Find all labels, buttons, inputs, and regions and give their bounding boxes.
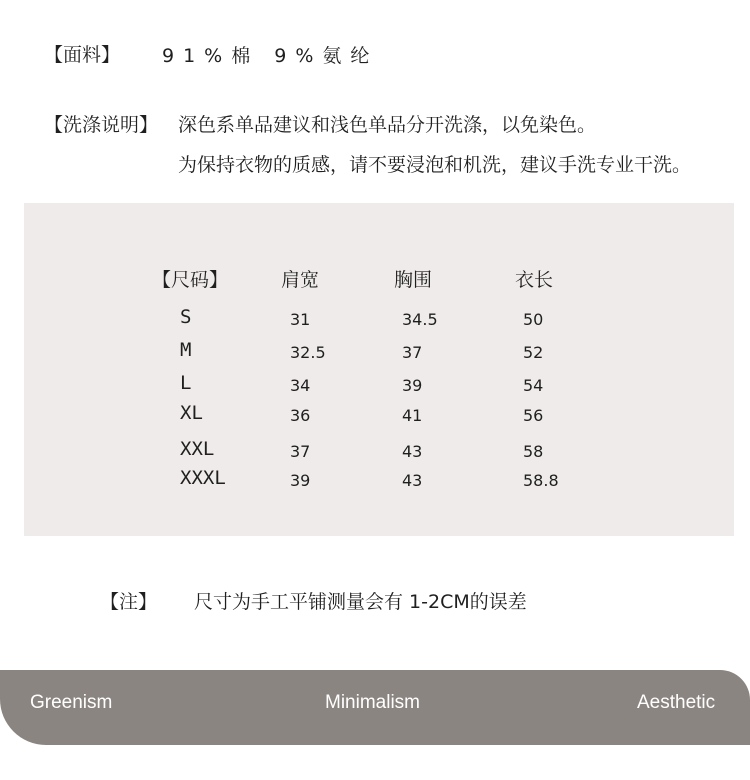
size-row-name: S (180, 306, 192, 328)
size-row-length: 54 (523, 376, 544, 395)
size-header-chest: 胸围 (394, 269, 433, 291)
footer-tag-aesthetic: Aesthetic (637, 692, 716, 713)
washing-label: 【洗涤说明】 (44, 114, 159, 136)
footer-tag-greenism: Greenism (30, 692, 113, 713)
size-row-chest: 43 (402, 442, 423, 461)
size-row-shoulder: 39 (290, 471, 311, 490)
size-row-length: 58 (523, 442, 544, 461)
size-row-shoulder: 37 (290, 442, 311, 461)
footer-tag-minimalism: Minimalism (325, 692, 420, 713)
washing-instruction-line: 为保持衣物的质感，请不要浸泡和机洗，建议手洗专业干洗。 (178, 154, 692, 176)
size-header-size: 【尺码】 (152, 269, 229, 291)
size-row-name: XXL (180, 438, 215, 460)
washing-instruction-line: 深色系单品建议和浅色单品分开洗涤，以免染色。 (178, 114, 597, 136)
size-row-chest: 43 (402, 471, 423, 490)
fabric-value: 91%棉 9%氨纶 (162, 45, 379, 67)
size-row-name: M (180, 339, 192, 361)
size-row-chest: 39 (402, 376, 423, 395)
note-text: 尺寸为手工平铺测量会有 1-2CM的误差 (194, 591, 527, 613)
size-row-length: 56 (523, 406, 544, 425)
size-header-shoulder: 肩宽 (281, 269, 320, 291)
size-row-chest: 34.5 (402, 310, 438, 329)
size-row-chest: 41 (402, 406, 423, 425)
size-row-name: XXXL (180, 467, 226, 489)
size-row-shoulder: 32.5 (290, 343, 326, 362)
size-row-shoulder: 36 (290, 406, 311, 425)
size-row-name: XL (180, 402, 203, 424)
size-row-length: 58.8 (523, 471, 559, 490)
size-row-length: 50 (523, 310, 544, 329)
size-row-length: 52 (523, 343, 544, 362)
size-row-chest: 37 (402, 343, 423, 362)
size-row-shoulder: 34 (290, 376, 311, 395)
footer-band (0, 670, 750, 745)
size-row-name: L (180, 372, 192, 394)
note-label: 【注】 (100, 591, 158, 613)
size-chart-panel (24, 203, 734, 536)
size-row-shoulder: 31 (290, 310, 311, 329)
size-header-length: 衣长 (515, 269, 554, 291)
fabric-label: 【面料】 (44, 44, 121, 66)
